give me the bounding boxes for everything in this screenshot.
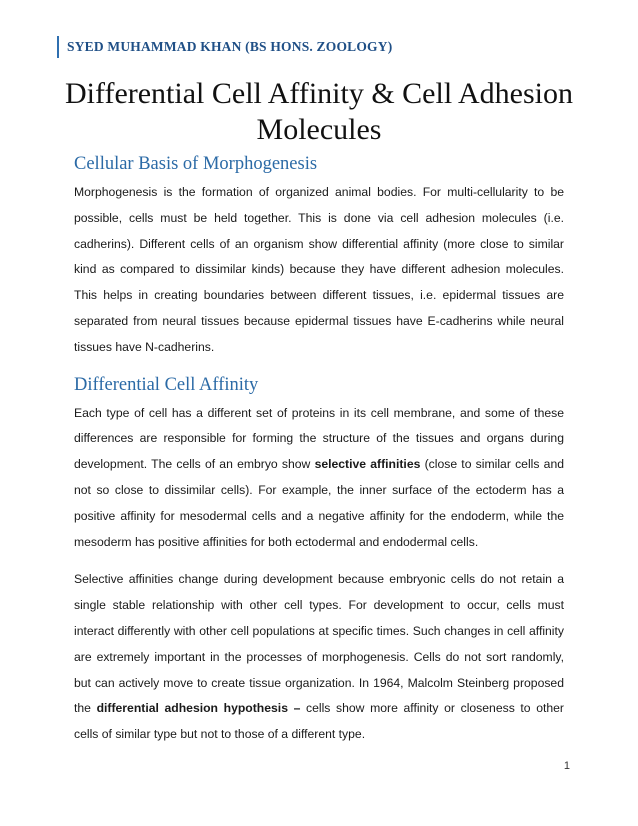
bold-term-differential-adhesion-hypothesis: differential adhesion hypothesis –	[96, 701, 301, 716]
bold-term-selective-affinities: selective affinities	[314, 457, 421, 472]
section-spacer	[74, 361, 564, 373]
paragraph-text: (close to similar cells and not so close to dissimilar cells). For example, the inner surface of the ectoderm has a positive affinity for mesodermal cells and a negative affinity for the endoderm, while the mesoderm has positive affinities for both ectodermal and endodermal cells.	[74, 457, 564, 549]
paragraph-spacer	[74, 555, 564, 567]
document-body	[74, 152, 564, 748]
page-header	[57, 36, 392, 58]
paragraph-text: Each type of cell has a different set of proteins in its cell membrane, and some of these differences are responsible for forming the structure of the tissues and organs during development. The cells of an embryo show	[74, 405, 564, 472]
author-line: SYED MUHAMMAD KHAN (BS HONS. ZOOLOGY)	[67, 39, 393, 54]
section-heading-differential-affinity: Differential Cell Affinity	[74, 374, 259, 395]
paragraph-morphogenesis: Morphogenesis is the formation of organized animal bodies. For multi-cellularity to be possible, cells must be held together. This is done via cell adhesion molecules (i.e. cadherins). Different cells of an organism show differential affinity (more close to similar kind as compared to dissimilar kinds) because they have different adhesion molecules. This helps in creating boundaries between different tissues, i.e. epidermal tissues are separated from neural tissues because epidermal tissues have E-cadherins while neural tissues have N-cadherins.	[74, 185, 564, 354]
section-heading-cellular-basis: Cellular Basis of Morphogenesis	[74, 154, 318, 174]
page-number: 1	[563, 760, 570, 772]
paragraph-selective-affinities	[74, 401, 564, 556]
document-title: Differential Cell Affinity & Cell Adhesion Molecules	[65, 77, 573, 146]
paragraph-text: cells show more affinity or closeness to other cells of similar type but not to those of a different type.	[74, 701, 564, 742]
paragraph-text: Selective affinities change during development because embryonic cells do not retain a single stable relationship with other cell types. For development to occur, cells must interact differently with other cell populations at specific times. Such changes in cell affinity are extremely important in the processes of morphogenesis. Cells do not sort randomly, but can actively move to create tissue organization. In 1964, Malcolm Steinberg proposed the	[74, 572, 564, 716]
paragraph-differential-adhesion	[74, 567, 564, 748]
